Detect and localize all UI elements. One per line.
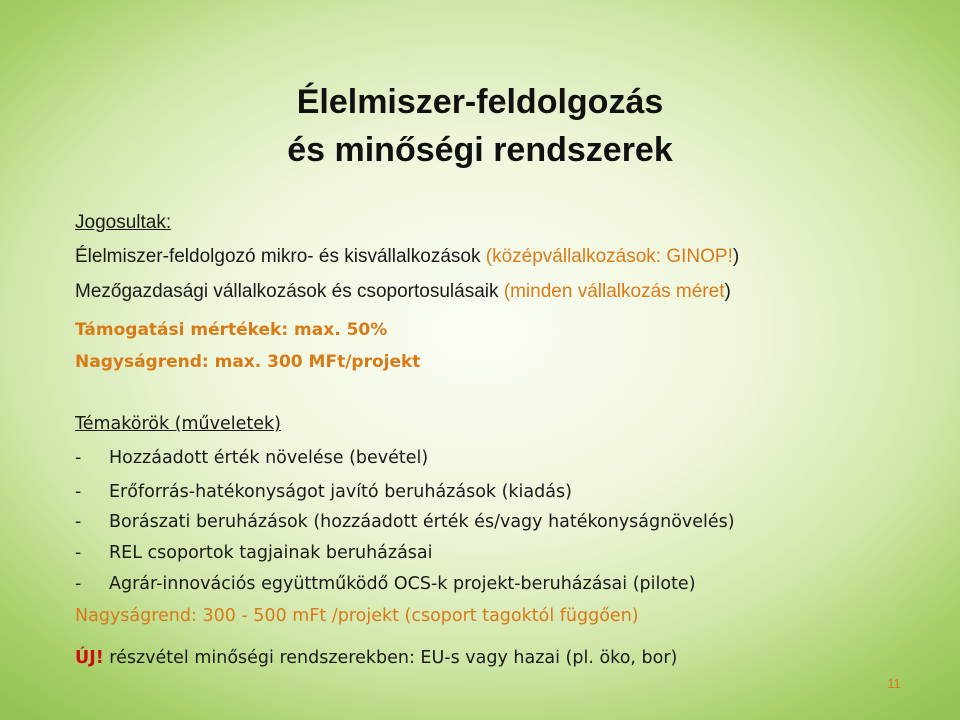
eligible-line-1-note: (középvállalkozások: GINOP! bbox=[485, 246, 733, 267]
eligible-line-2-main: Mezőgazdasági vállalkozások és csoportosulásaik bbox=[75, 281, 504, 302]
topic-item-label: Hozzáadott érték növelése (bevétel) bbox=[109, 448, 429, 468]
slide-title-line-2: és minőségi rendszerek bbox=[287, 131, 673, 169]
support-rate: Támogatási mértékek: max. 50% bbox=[75, 320, 388, 340]
topic-item-label: REL csoportok tagjainak beruházásai bbox=[109, 543, 433, 563]
eligible-line-1-main: Élelmiszer-feldolgozó mikro- és kisvállalkozások bbox=[75, 246, 486, 267]
dash-bullet: - bbox=[75, 512, 82, 532]
topic-item bbox=[75, 512, 735, 532]
topic-item-label: Borászati beruházások (hozzáadott érték és/vagy hatékonyságnövelés) bbox=[109, 512, 735, 532]
dash-bullet: - bbox=[75, 482, 82, 502]
dash-bullet: - bbox=[75, 543, 82, 563]
new-tag: ÚJ! bbox=[75, 648, 104, 668]
eligible-line-1 bbox=[75, 246, 739, 268]
eligible-line-1-close: ) bbox=[732, 246, 740, 267]
page-number: 11 bbox=[887, 676, 901, 691]
topic-item bbox=[75, 543, 433, 563]
slide-title bbox=[0, 78, 960, 174]
topic-item-label: Agrár-innovációs együttműködő OCS-k projekt-beruházásai (pilote) bbox=[109, 574, 696, 594]
dash-bullet: - bbox=[75, 574, 82, 594]
dash-bullet: - bbox=[75, 448, 82, 468]
new-participation-text: részvétel minőségi rendszerekben: EU-s vagy hazai (pl. öko, bor) bbox=[103, 648, 678, 668]
support-size: Nagyságrend: max. 300 MFt/projekt bbox=[75, 352, 421, 372]
eligible-line-2-close: ) bbox=[724, 281, 731, 302]
eligible-line-2-note: (minden vállalkozás méret bbox=[503, 281, 725, 302]
topics-heading: Témakörök (műveletek) bbox=[75, 414, 281, 434]
eligible-heading: Jogosultak: bbox=[75, 212, 172, 233]
topic-item bbox=[75, 448, 428, 468]
new-participation-line bbox=[75, 648, 677, 668]
topic-item-label: Erőforrás-hatékonyságot javító beruházások (kiadás) bbox=[109, 482, 572, 502]
eligible-line-2 bbox=[75, 281, 731, 303]
topic-item bbox=[75, 574, 696, 594]
topic-item bbox=[75, 482, 572, 502]
slide-title-line-1: Élelmiszer-feldolgozás bbox=[296, 83, 664, 121]
topics-size-note: Nagyságrend: 300 - 500 mFt /projekt (csoport tagoktól függően) bbox=[75, 606, 639, 626]
